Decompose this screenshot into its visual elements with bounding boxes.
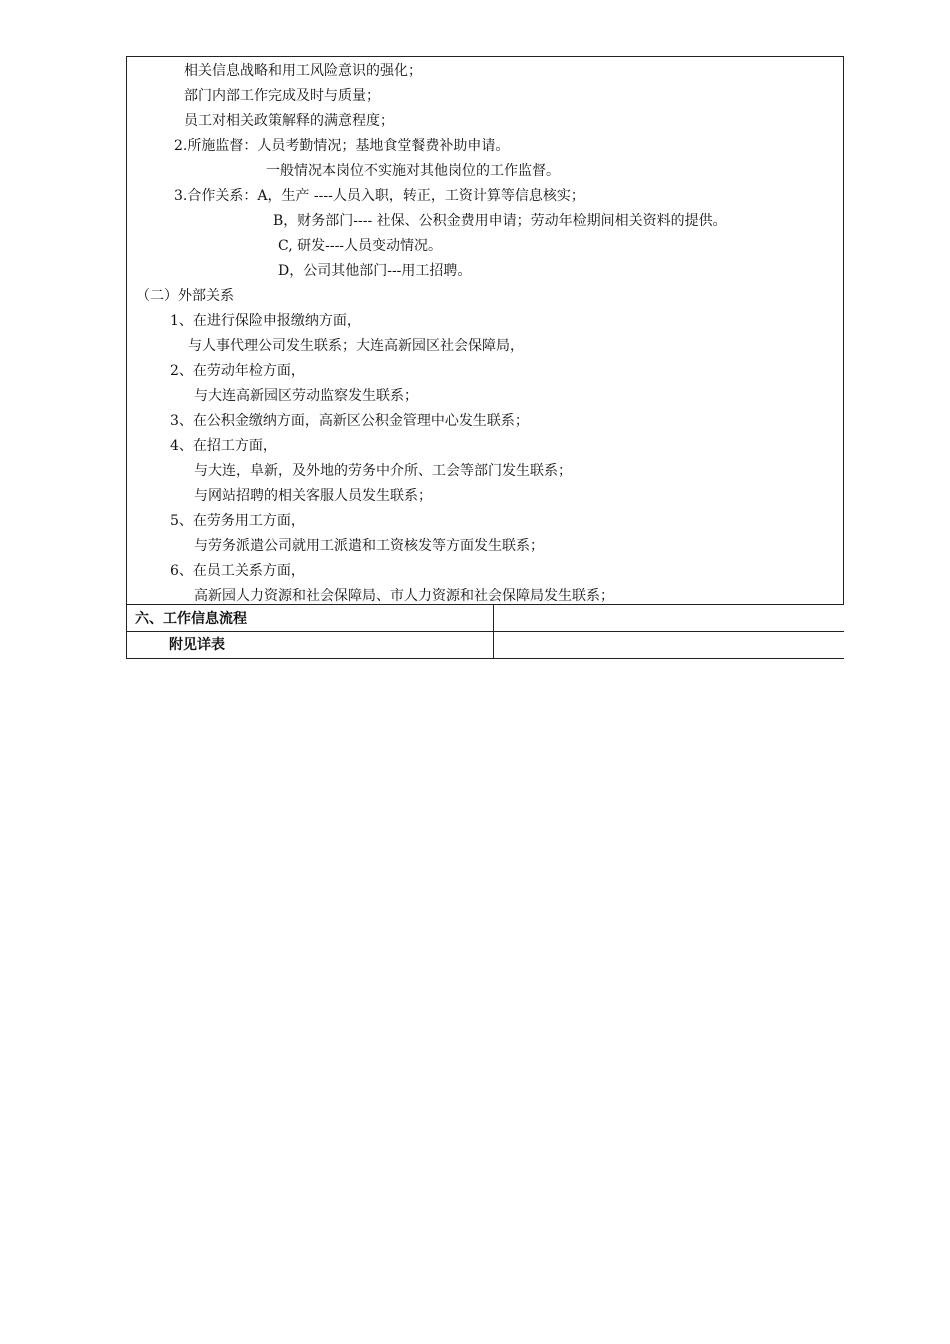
text-line: 部门内部工作完成及时与质量； <box>184 88 380 104</box>
text-line: C, 研发----人员变动情况。 <box>278 238 443 254</box>
table-bottom-border <box>126 658 844 659</box>
text-line: 员工对相关政策解释的满意程度； <box>184 113 394 129</box>
section-six-note-row <box>126 631 844 657</box>
text-line: 与人事代理公司发生联系；大连高新园区社会保障局， <box>188 338 524 354</box>
left-border <box>126 604 127 659</box>
relations-cell <box>126 56 844 605</box>
text-line: 与大连，阜新，及外地的劳务中介所、工会等部门发生联系； <box>194 463 572 479</box>
text-line: 2.所施监督：人员考勤情况；基地食堂餐费补助申请。 <box>174 138 510 154</box>
text-line: 1、在进行保险申报缴纳方面， <box>170 313 361 329</box>
text-line: 与大连高新园区劳动监察发生联系； <box>194 388 418 404</box>
section-six-title: 六、工作信息流程 <box>135 611 247 627</box>
text-line: 与网站招聘的相关客服人员发生联系； <box>194 488 432 504</box>
column-divider <box>493 604 494 659</box>
text-line: 6、在员工关系方面， <box>170 563 305 579</box>
text-line: 5、在劳务用工方面， <box>170 513 305 529</box>
section-six-note: 附见详表 <box>169 637 225 653</box>
text-line: 与劳务派遣公司就用工派遣和工资核发等方面发生联系； <box>194 538 544 554</box>
text-line: 相关信息战略和用工风险意识的强化； <box>184 63 422 79</box>
text-line: 4、在招工方面， <box>170 438 277 454</box>
text-line: （二）外部关系 <box>136 288 234 304</box>
text-line: 2、在劳动年检方面， <box>170 363 305 379</box>
text-line: 3、在公积金缴纳方面，高新区公积金管理中心发生联系； <box>170 413 529 429</box>
text-line: D，公司其他部门---用工招聘。 <box>278 263 472 279</box>
text-line: 3.合作关系：A，生产 ----人员入职，转正，工资计算等信息核实； <box>174 188 585 204</box>
text-line: 一般情况本岗位不实施对其他岗位的工作监督。 <box>266 163 560 179</box>
document-table <box>126 56 844 660</box>
text-line: 高新园人力资源和社会保障局、市人力资源和社会保障局发生联系； <box>194 588 614 604</box>
text-line: B，财务部门---- 社保、公积金费用申请；劳动年检期间相关资料的提供。 <box>273 213 727 229</box>
